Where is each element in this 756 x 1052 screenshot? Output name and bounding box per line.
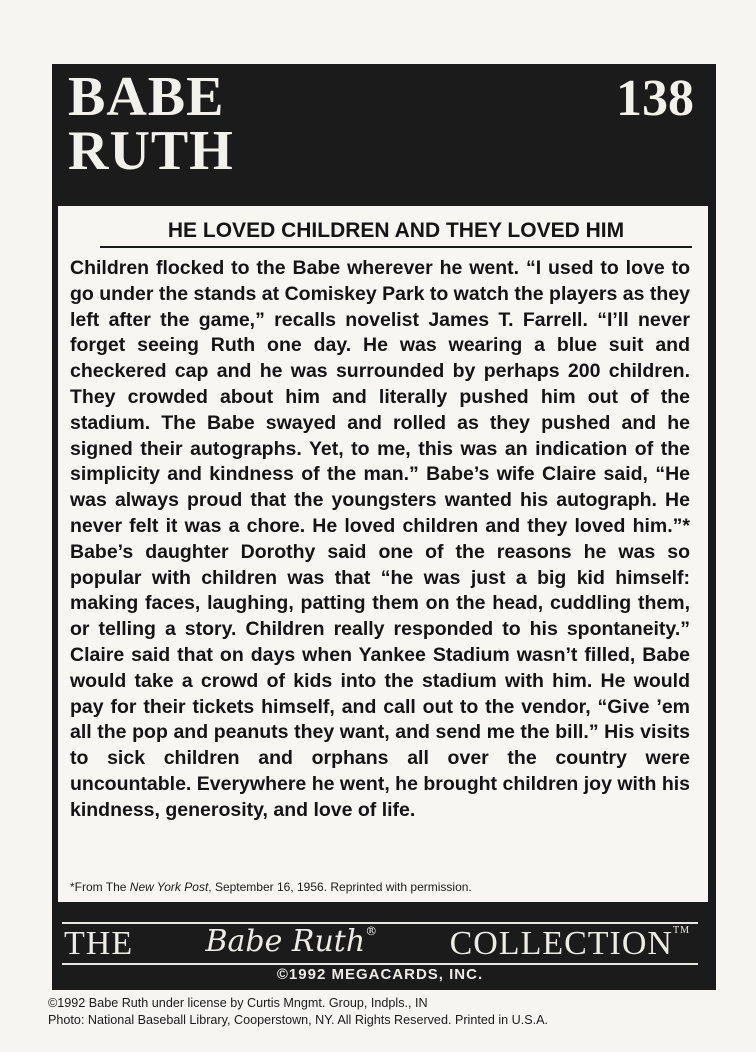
player-name — [68, 66, 234, 182]
registered-mark: ® — [365, 924, 378, 938]
collection-rule-bottom — [62, 963, 698, 965]
story-body: Children flocked to the Babe wherever he went. “I used to love to go under the stands at Comiskey Park to watch the players as they left after the game,” recalls novelist James T. Farrell. “I’ll never forget seeing Ruth one day. He was wearing a blue suit and checkered cap and he was surrounded by perhaps 200 children. They crowded about him and literally pushed him out of the stadium. The Babe swayed and rolled as they pushed and he signed their autographs. Yet, to me, this was an indication of the simplicity and kindness of the man.” Babe’s wife Claire said, “He was always proud that the youngsters wanted his autograph. He never felt it was a chore. He loved children and they loved him.”* Babe’s daughter Dorothy said one of the reasons he was so popular with children was that “he was just a big kid himself: making faces, laughing, patting them on the head, cuddling them, or telling a story. Children really responded to his spontaneity.” Claire said that on days when Yankee Stadium wasn’t filled, Babe would take a crowd of kids into the stadium with him. He would pay for their tickets himself, and call out to the vendor, “Give ’em all the pop and peanuts they want, and send me the bill.” His visits to sick children and orphans all over the country were uncountable. Everywhere he went, he brought children joy with his kindness, generosity, and love of life. — [70, 257, 690, 821]
player-first-name: BABE — [68, 66, 225, 128]
collection-the: THE — [64, 924, 134, 962]
collection-label: COLLECTION — [449, 924, 673, 962]
footnote-suffix: , September 16, 1956. Reprinted with permission. — [208, 880, 472, 894]
legal-line-photo: Photo: National Baseball Library, Cooperstown, NY. All Rights Reserved. Printed in U.S.A. — [48, 1013, 549, 1027]
babe-ruth-signature — [205, 924, 377, 959]
legal-text — [48, 995, 728, 1029]
trademark-mark: TM — [672, 924, 690, 936]
story-headline: HE LOVED CHILDREN AND THEY LOVED HIM — [100, 218, 692, 248]
footnote-prefix: *From The — [70, 880, 130, 894]
publisher-copyright: ©1992 MEGACARDS, INC. — [276, 966, 484, 983]
collection-word — [450, 925, 698, 963]
card-number: 138 — [616, 70, 694, 127]
collection-logo — [62, 924, 698, 963]
footnote-publication: New York Post — [129, 880, 209, 894]
signature-text: Babe Ruth — [205, 924, 366, 959]
footnote — [70, 879, 690, 895]
player-last-name: RUTH — [68, 120, 234, 182]
legal-line-license: ©1992 Babe Ruth under license by Curtis Mngmt. Group, Indpls., IN — [48, 996, 428, 1010]
